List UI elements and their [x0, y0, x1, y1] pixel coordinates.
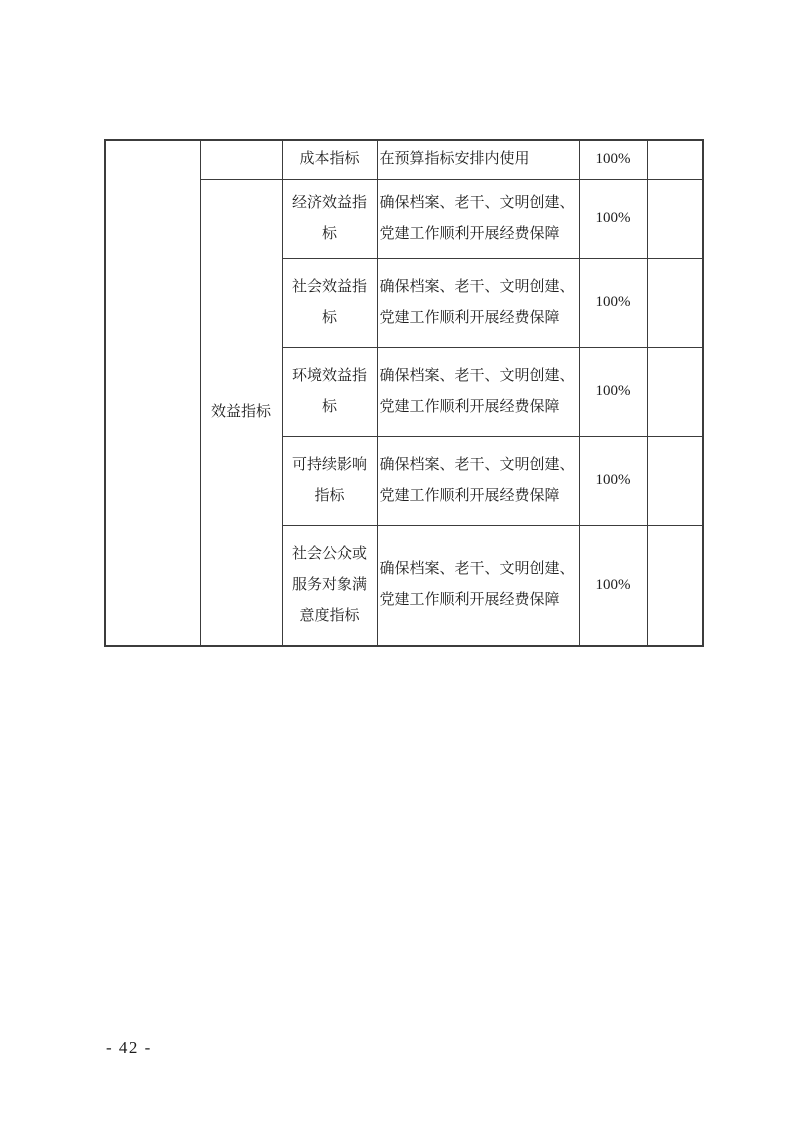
indicator-name-cell: 可持续影响指标 [282, 436, 377, 525]
empty-note-cell [647, 140, 703, 179]
empty-group-cell [200, 140, 282, 179]
indicator-name-cell: 经济效益指标 [282, 179, 377, 258]
completion-value-cell: 100% [579, 525, 647, 646]
completion-value-cell: 100% [579, 258, 647, 347]
indicator-description-cell: 确保档案、老干、文明创建、党建工作顺利开展经费保障 [377, 347, 579, 436]
indicator-name-cell: 成本指标 [282, 140, 377, 179]
empty-note-cell [647, 258, 703, 347]
indicator-description-cell: 确保档案、老干、文明创建、党建工作顺利开展经费保障 [377, 436, 579, 525]
indicator-name-cell: 社会效益指标 [282, 258, 377, 347]
indicator-description-cell: 确保档案、老干、文明创建、党建工作顺利开展经费保障 [377, 258, 579, 347]
indicator-name-cell: 社会公众或服务对象满意度指标 [282, 525, 377, 646]
empty-note-cell [647, 525, 703, 646]
empty-note-cell [647, 179, 703, 258]
spanning-empty-cell-left [105, 140, 200, 646]
indicator-description-cell: 在预算指标安排内使用 [377, 140, 579, 179]
page-number: - 42 - [106, 1038, 152, 1057]
empty-note-cell [647, 436, 703, 525]
completion-value-cell: 100% [579, 347, 647, 436]
indicator-description-cell: 确保档案、老干、文明创建、党建工作顺利开展经费保障 [377, 525, 579, 646]
indicator-description-cell: 确保档案、老干、文明创建、党建工作顺利开展经费保障 [377, 179, 579, 258]
completion-value-cell: 100% [579, 436, 647, 525]
indicator-name-cell: 环境效益指标 [282, 347, 377, 436]
benefit-indicators-group-cell: 效益指标 [200, 179, 282, 646]
budget-performance-table [104, 139, 704, 647]
table-row [105, 140, 703, 179]
empty-note-cell [647, 347, 703, 436]
completion-value-cell: 100% [579, 179, 647, 258]
completion-value-cell: 100% [579, 140, 647, 179]
